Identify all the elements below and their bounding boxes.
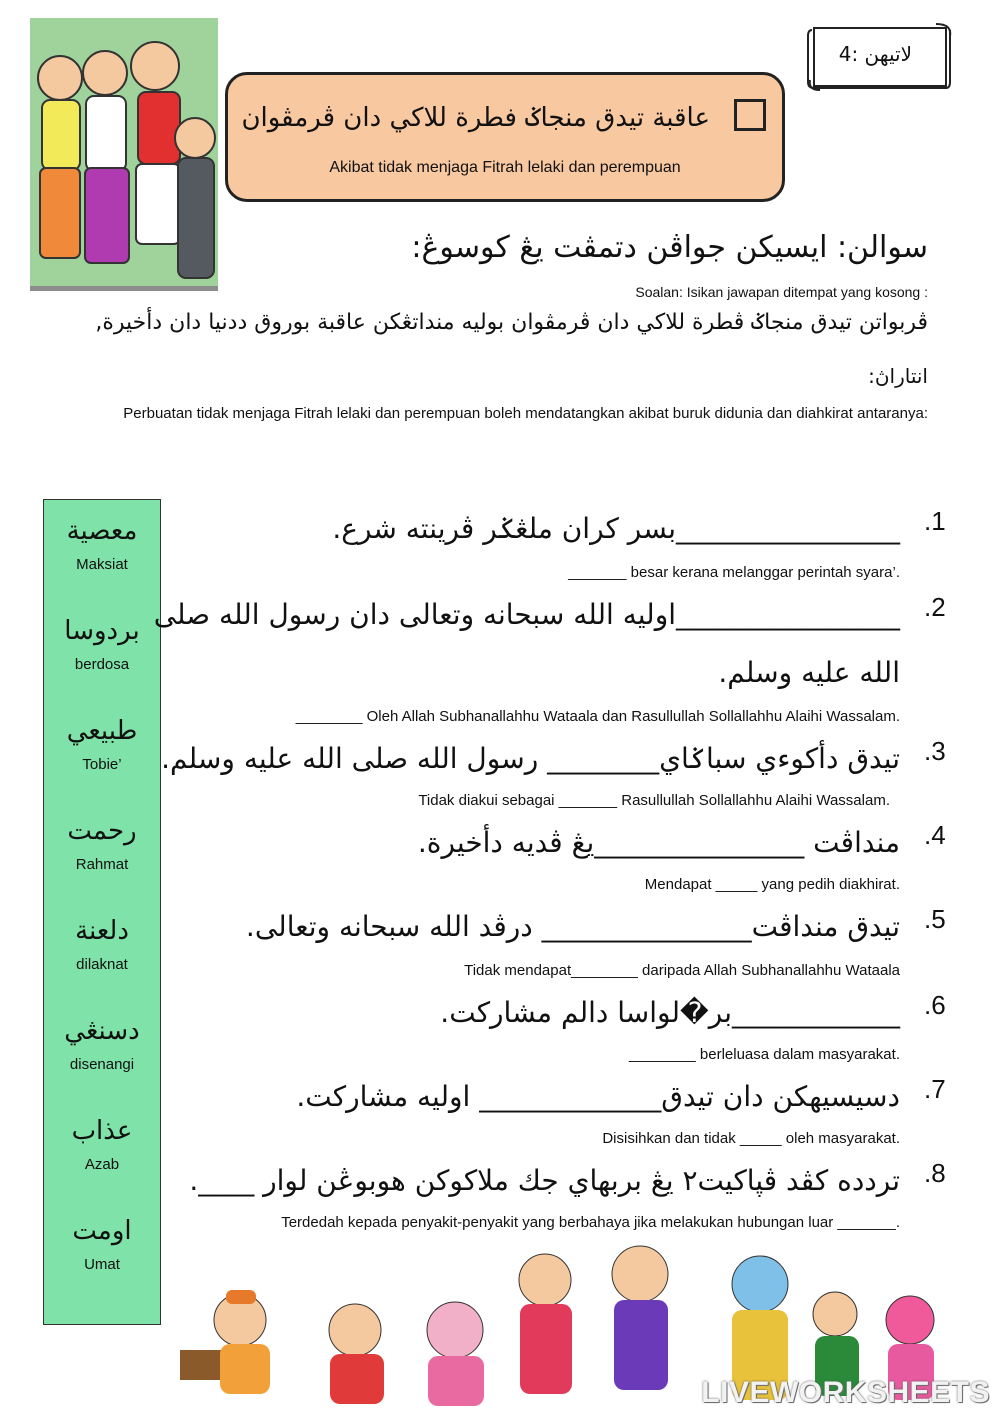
people-cartoon-image <box>30 18 218 286</box>
question-arabic: منداڤت _______________يڠ ڤديه دأخيرة. <box>417 826 900 859</box>
word-latin: Maksiat <box>76 556 128 573</box>
answer-blank[interactable]: ________________ <box>676 598 900 631</box>
question-latin: Tidak diakui sebagai _______ Rasullullah Sollallahhu Alaihi Wassalam. <box>418 792 890 809</box>
exercise-scroll <box>806 22 952 92</box>
question-latin: Disisihkan dan tidak _____ oleh masyarakat. <box>602 1130 900 1147</box>
question-latin: ________ Oleh Allah Subhanallahhu Wataala dan Rasullullah Sollallahhu Alaihi Wassalam. <box>295 708 900 725</box>
word-bank-item <box>44 514 160 574</box>
word-latin: Rahmat <box>75 856 129 873</box>
liveworksheets-logo: LIVEWORKSHEETS <box>701 1376 990 1409</box>
cartoon-illustration <box>30 18 218 291</box>
answer-blank[interactable]: ____________ <box>732 996 900 1029</box>
word-latin: Umat <box>84 1256 120 1273</box>
checkbox[interactable] <box>734 99 766 131</box>
word-bank <box>43 499 161 1325</box>
word-arabic: بردوسا <box>64 616 140 646</box>
question-arabic-continued: الله عليه وسلم. <box>718 656 900 689</box>
word-latin: Tobie’ <box>82 756 122 773</box>
question-arabic: تردده كڤد ڤڽاكيت٢ يڠ بربهاي جك ملاكوكن هوبوڠن لوار ____. <box>189 1164 900 1197</box>
question-number: .2 <box>924 592 946 622</box>
answer-blank[interactable]: ________________ <box>676 512 900 545</box>
word-arabic: دسنڠي <box>64 1016 140 1046</box>
instruction-latin: Soalan: Isikan jawapan ditempat yang kosong : <box>635 284 928 300</box>
word-bank-item <box>44 714 160 774</box>
word-arabic: دلعنة <box>75 916 129 946</box>
question-latin: Tidak mendapat________ daripada Allah Subhanallahhu Wataala <box>464 962 900 979</box>
word-bank-item <box>44 614 160 674</box>
question-arabic: تيدق دأكوءي سباݢاي________ رسول الله صلى الله عليه وسلم. <box>161 742 900 775</box>
question-arabic: تيدق منداڤت_______________ درڤد الله سبحانه وتعالى. <box>245 910 900 943</box>
title-box <box>225 72 785 202</box>
question-number: .6 <box>924 990 946 1020</box>
instruction-arabic: سوالن: ايسيكن جواڤن دتمڤت يڠ كوسوڠ: <box>411 230 928 265</box>
word-arabic: رحمت <box>67 816 137 846</box>
word-bank-item <box>44 814 160 874</box>
intro-latin: Perbuatan tidak menjaga Fitrah lelaki dan perempuan boleh mendatangkan akibat buruk didunia dan diahkirat antaranya: <box>123 405 928 422</box>
question-number: .3 <box>924 736 946 766</box>
question-number: .7 <box>924 1074 946 1104</box>
word-latin: berdosa <box>74 656 130 673</box>
question-text: بسر كران ملڠݢر ڤرينته شرع. <box>332 512 676 545</box>
question-latin: Mendapat _____ yang pedih diakhirat. <box>644 876 900 893</box>
exercise-label: لاتيهن :4 <box>838 42 912 66</box>
intro-arabic: ڤربواتن تيدق منجاݢ ڤطرة للاكي دان ڤرمڤوان بوليه منداتڠكن عاقبة بوروق ددنيا دان دأخيرة, <box>95 310 928 335</box>
question-arabic: دسيسيهكن دان تيدق_____________ اوليه مشاركت. <box>296 1080 900 1113</box>
question-number: .1 <box>924 506 946 536</box>
question-number: .5 <box>924 904 946 934</box>
question-latin: Terdedah kepada penyakit-penyakit yang berbahaya jika melakukan hubungan luar _______. <box>281 1214 900 1231</box>
word-bank-item <box>44 1214 160 1274</box>
question-number: .4 <box>924 820 946 850</box>
word-bank-item <box>44 1114 160 1174</box>
title-arabic: عاقبة تيدق منجاݢ فطرة للاكي دان ڤرمڤوان <box>241 103 710 133</box>
word-arabic: طبيعي <box>66 716 138 746</box>
word-arabic: معصية <box>66 516 138 546</box>
among-them-arabic: انتاراڽ: <box>868 364 928 388</box>
word-bank-item <box>44 1014 160 1074</box>
question-arabic <box>154 598 900 631</box>
word-arabic: عذاب <box>71 1116 133 1146</box>
question-text: اوليه الله سبحانه وتعالى دان رسول الله صلى <box>153 598 676 631</box>
word-arabic: اومت <box>72 1216 132 1246</box>
word-bank-item <box>44 914 160 974</box>
question-number: .8 <box>924 1158 946 1188</box>
question-arabic <box>332 512 900 545</box>
word-latin: dilaknat <box>76 956 128 973</box>
word-latin: Azab <box>84 1156 120 1173</box>
word-latin: disenangi <box>69 1056 135 1073</box>
question-latin: _______ besar kerana melanggar perintah syara’. <box>568 564 900 581</box>
question-arabic <box>440 996 900 1029</box>
question-latin: ________ berleluasa dalam masyarakat. <box>628 1046 900 1063</box>
question-text: بر�لواسا دالم مشاركت. <box>440 996 732 1029</box>
title-latin: Akibat tidak menjaga Fitrah lelaki dan perempuan <box>329 159 681 176</box>
